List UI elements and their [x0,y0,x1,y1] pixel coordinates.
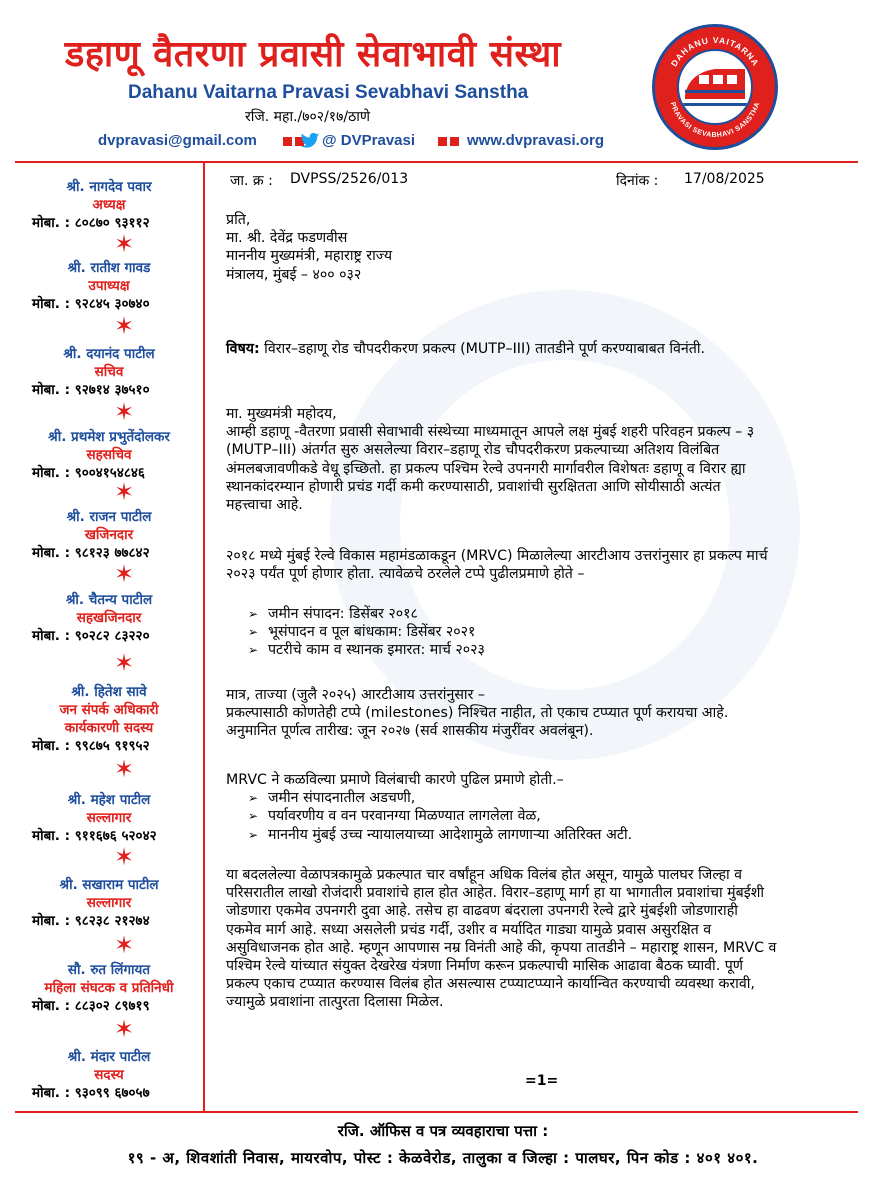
star-icon: ✶ [114,398,135,426]
letter-opening [226,405,754,514]
para5-line: ज्यामुळे प्रवाशांना तात्पुरता दिलासा मिळेल. [226,994,444,1011]
star-icon: ✶ [114,560,135,588]
star-icon: ✶ [114,843,135,871]
arrow-bullet-icon: ➢ [248,809,259,824]
paragraph-4 [226,771,632,844]
member-name: श्री. मंदार पाटील [67,1049,151,1065]
member-president [20,178,198,232]
star-icon: ✶ [114,931,135,959]
salutation: मा. मुख्यमंत्री महोदय, [226,406,337,422]
star-icon: ✶ [114,478,135,506]
addressee-line: मंत्रालय, मुंबई – ४०० ०३२ [226,266,362,283]
svg-text:PRAVASI SEVABHAVI SANSTHA: PRAVASI SEVABHAVI SANSTHA [668,101,762,140]
member-name: सौ. रुत लिंगायत [67,962,151,978]
member-vice-president [20,259,198,313]
ref-number: DVPSS/2526/013 [290,171,409,187]
member-name: श्री. चैतन्य पाटील [65,592,153,608]
addressee-block [226,211,392,284]
date-label: दिनांक : [616,173,659,189]
star-icon: ✶ [114,755,135,783]
para1-line: (MUTP–III) अंतर्गत सुरु असलेल्या विरार–डहाणू रोड चौपदरीकरण प्रकल्पाच्या अतिशय विलंबित [226,442,720,459]
member-phone: मोबा. : ९८२३८ २१२७४ [32,913,150,929]
member-role: सचिव [94,364,124,380]
member-phone: मोबा. : ९२८४५ ३०७४० [32,296,150,312]
para5-line: एकमेव मार्ग आहे. सध्या असलेली प्रचंड गर्दी, उशीर व मर्यादित गाड्या यामुळे प्रवास असुरक्षित व [226,921,712,938]
para3-line: प्रकल्पासाठी कोणतेही टप्पे (milestones) निश्चित नाहीत, तो एकाच टप्प्यात पूर्ण करायचा आहे. [226,705,729,722]
org-name-english: Dahanu Vaitarna Pravasi Sevabhavi Sanstha [128,82,529,103]
member-member [20,1048,198,1102]
registration-number: रजि. महा./७०२/१७/ठाणे [245,109,370,125]
addressee-line: माननीय मुख्यमंत्री, महाराष्ट्र राज्य [226,248,393,265]
subject-line [226,340,705,358]
paragraph-2 [226,547,768,583]
member-phone: मोबा. : ८०८७० ९३११२ [32,215,150,231]
addressee-line: मा. श्री. देवेंद्र फडणवीस [226,230,348,247]
para3-line: अनुमानित पूर्णत्व तारीख: जून २०२७ (सर्व शासकीय मंजुरींवर अवलंबून). [226,723,594,740]
member-secretary [20,345,198,399]
member-phone: मोबा. : ९८१२३ ७७८४२ [32,545,150,561]
page-number: =1= [525,1073,559,1089]
separator-square [438,137,447,146]
footer-divider [15,1111,858,1113]
member-name: श्री. महेश पाटील [67,792,151,808]
ref-label: जा. क्र : [230,173,273,189]
para1-line: आम्ही डहाणू -वैतरणा प्रवासी सेवाभावी संस्थेच्या माध्यमातून आपले लक्ष मुंबई शहरी परिवहन प्रकल्प – ३ [226,424,755,441]
para5-line: परिसरातील लाखो रोजंदारी प्रवाशांचे हाल होत आहेत. विरार–डहाणू मार्ग हा या भागातील प्रवाशांचा मुंबईशी [226,885,765,902]
list-item: ➢ जमीन संपादनातील अडचणी, [248,790,416,807]
member-joint-secretary [20,428,198,482]
arrow-bullet-icon: ➢ [248,625,259,640]
member-phone: मोबा. : ९३०९९ ६७०५७ [32,1085,150,1101]
member-phone: मोबा. : ९११६७६ ५२०४२ [32,828,157,844]
para1-line: स्थानकांदरम्यान होणारी प्रचंड गर्दी कमी करण्यासाठी, प्रवाशांची सुरक्षितता आणि सोयीसाठी अत्यंत [226,478,721,495]
member-role: महिला संघटक व प्रतिनिधी [44,980,174,996]
footer-address-label: रजि. ऑफिस व पत्र व्यवहाराचा पत्ता : [337,1122,549,1140]
para1-line: अंमलबजावणीकडे वेधू इच्छितो. हा प्रकल्प पश्चिम रेल्वे उपनगरी मार्गावरील विशेषतः डहाणू व विरार ह्या [226,460,746,477]
org-name-marathi: डहाणू वैतरणा प्रवासी सेवाभावी संस्था [65,34,562,75]
member-name: श्री. दयानंद पाटील [63,346,155,362]
sidebar-divider [203,163,205,1111]
member-joint-treasurer [20,591,198,645]
list-item: ➢ माननीय मुंबई उच्च न्यायालयाच्या आदेशामुळे लागणाऱ्या अतिरिक्त अटी. [248,826,633,843]
star-icon: ✶ [114,1015,135,1043]
arrow-bullet-icon: ➢ [248,827,259,842]
member-treasurer [20,508,198,562]
star-icon: ✶ [114,230,135,258]
arrow-bullet-icon: ➢ [248,607,259,621]
list-item: ➢ भूसंपादन व पूल बांधकाम: डिसेंबर २०२१ [248,624,476,641]
para5-line: जोडणारा एकमेव उपनगरी दुवा आहे. तसेच हा वाढवण बंदराला उपनगरी रेल्वे द्वारे मुंबईशी जोडणाराही [226,903,738,920]
para3-line: मात्र, ताज्या (जुलै २०२५) आरटीआय उत्तरांनुसार – [226,687,486,703]
member-role: खजिनदार [84,527,134,543]
twitter-handle-link[interactable]: @ DVPravasi [322,132,416,149]
para5-line: या बदललेल्या वेळापत्रकामुळे प्रकल्पात चार वर्षांहून अधिक विलंब होत असून, यामुळे पालघर जिल्हा व [226,867,743,883]
header-divider [15,161,858,163]
subject-text: विरार–डहाणू रोड चौपदरीकरण प्रकल्प (MUTP–III) तातडीने पूर्ण करण्याबाबत विनंती. [259,341,706,357]
para1-line: महत्त्वाचा आहे. [226,497,303,514]
member-role: सहखजिनदार [76,610,142,626]
list-item: ➢ पटरीचे काम व स्थानक इमारत: मार्च २०२३ [248,642,485,659]
member-phone: मोबा. : ९२७१४ ३७५१० [32,382,150,398]
member-advisor-2 [20,876,198,930]
subject-label: विषय: [226,341,260,357]
para5-line: प्रकल्प एकाच टप्प्यात करण्यास विलंब होत असल्यास टप्प्याटप्प्याने कार्यान्वित करण्याची व्यवस्था करावी, [226,976,755,993]
arrow-bullet-icon: ➢ [248,643,259,658]
member-role: सदस्य [94,1067,124,1083]
member-advisor-1 [20,791,198,845]
para2-line: २०१८ मध्ये मुंबई रेल्वे विकास महामंडळाकडून (MRVC) मिळालेल्या आरटीआय उत्तरांनुसार हा प्रकल्प मार्च [226,548,768,564]
member-phone: मोबा. : ९९८७५ ९१९५२ [32,738,150,754]
footer-address: १९ - अ, शिवशांती निवास, मायरवोप, पोस्ट : केळवेरोड, तालुका व जिल्हा : पालघर, पिन कोड : ४०१ ४०१. [127,1149,759,1167]
member-phone: मोबा. : ८८३०२ ८९७१९ [32,998,150,1014]
member-role-secondary: कार्यकारणी सदस्य [64,720,154,736]
letter-date: 17/08/2025 [684,171,765,187]
para4-intro: MRVC ने कळविल्या प्रमाणे विलंबाची कारणे पुढिल प्रमाणे होती.– [226,772,564,788]
paragraph-5 [226,866,776,1012]
member-phone: मोबा. : ९००४१५४८४६ [32,465,145,481]
twitter-icon [300,132,320,150]
train-icon [679,51,751,123]
member-role: सल्लागार [86,810,132,826]
member-name: श्री. राजन पाटील [66,509,152,525]
para5-line: पश्चिम रेल्वे यांच्यात संयुक्त देखरेख यंत्रणा निर्माण करून प्रकल्पाची मासिक आढावा बैठक घ्यावी. पूर्ण [226,958,744,975]
member-role: सल्लागार [86,895,132,911]
member-pro [20,683,198,755]
arrow-bullet-icon: ➢ [248,791,259,806]
email-link[interactable]: dvpravasi@gmail.com [98,132,257,149]
member-phone: मोबा. : ९०२८२ ८३२२० [32,628,150,644]
list-item: ➢ जमीन संपादन: डिसेंबर २०१८ [248,606,418,622]
member-name: श्री. प्रथमेश प्रभुतेंदोलकर [48,429,170,445]
separator-square [283,137,292,146]
website-link[interactable]: www.dvpravasi.org [467,132,604,149]
member-role: उपाध्यक्ष [88,278,130,294]
para5-line: असुविधाजनक होत आहे. म्हणून आपणास नम्र विनंती आहे की, कृपया तातडीने – महाराष्ट्र शासन, MRVC व [226,939,777,956]
member-name: श्री. हितेश सावे [71,684,147,700]
member-name: श्री. रातीश गावड [67,260,151,276]
member-role: अध्यक्ष [92,197,126,213]
member-name: श्री. सखाराम पाटील [59,877,159,893]
member-name: श्री. नागदेव पवार [66,179,152,195]
member-role: सहसचिव [86,447,132,463]
member-role: जन संपर्क अधिकारी [59,702,159,718]
separator-square [450,137,459,146]
train-emblem [677,49,753,125]
milestone-list [236,605,485,660]
para2-line: २०२३ पर्यंत पूर्ण होणार होता. त्यावेळचे ठरलेले टप्पे पुढीलप्रमाणे होते – [226,566,585,583]
svg-text:DAHANU VAITARNA: DAHANU VAITARNA [668,34,762,69]
list-item: ➢ पर्यावरणीय व वन परवानग्या मिळण्यात लागलेला वेळ, [248,808,541,825]
member-women-organiser [20,961,198,1015]
org-logo [652,24,778,150]
star-icon: ✶ [114,649,135,677]
paragraph-3 [226,686,728,741]
star-icon: ✶ [114,312,135,340]
addressee-line: प्रति, [226,212,251,228]
